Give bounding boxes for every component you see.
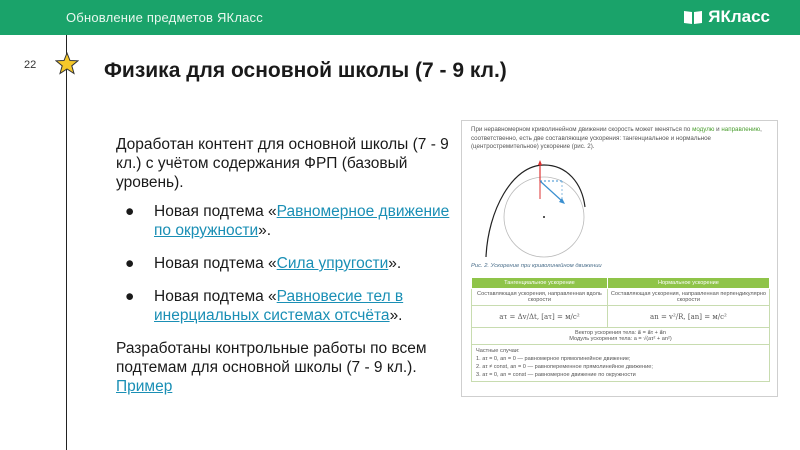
link-ravnovesie-tel[interactable]: Равновесие тел в инерциальных системах отсчёта (154, 288, 404, 324)
bullet-icon: ● (125, 255, 135, 272)
lesson-screenshot (461, 120, 778, 397)
intro-paragraph: Доработан контент для основной школы (7 - 9 кл.) с учётом содержания ФРП (базовый уровень). (116, 136, 449, 191)
top-bar (0, 0, 800, 35)
link-ravnomernoe-dvizhenie[interactable]: Равномерное движение по окружности (154, 203, 450, 239)
bullet-icon: ● (125, 288, 135, 305)
timeline-line (66, 35, 67, 450)
main-content (116, 135, 458, 406)
page-number: 22 (24, 59, 37, 71)
item-suffix: ». (258, 222, 272, 239)
star-icon (55, 52, 79, 75)
item-suffix: ». (389, 307, 403, 324)
acceleration-diagram (482, 151, 592, 259)
item-prefix: Новая подтема « (154, 288, 277, 305)
screenshot-intro-text: При неравномерном криволинейном движении скорость может меняться по модулю и направлению, соответственно, есть две составляющие ускорения: тангенциальное и нормальное (центростремительное) ускорение (рис. 2). (471, 126, 762, 150)
list-item (116, 202, 458, 240)
example-link[interactable]: Пример (116, 378, 173, 395)
table-cell: Составляющая ускорения, направленная вдоль скорости (472, 289, 608, 306)
table-cell: Составляющая ускорения, направленная перпендикулярно скорости (607, 289, 769, 306)
table-cell: aτ = Δv/Δt, [aτ] = м/с² (472, 306, 608, 328)
book-icon (683, 9, 703, 25)
list-item (116, 254, 458, 273)
page-title: Физика для основной школы (7 - 9 кл.) (104, 59, 507, 82)
table-cell: Вектор ускорения тела: a⃗ = a⃗τ + a⃗n Модуль ускорения тела: a = √(aτ² + an²) (472, 328, 770, 345)
link-sila-uprugosti[interactable]: Сила упругости (276, 255, 389, 272)
logo-text: ЯКласс (708, 7, 770, 26)
table-cell: an = v²/R, [an] = м/с² (607, 306, 769, 328)
subtopic-list (116, 202, 458, 325)
table-header: Тангенциальное ускорение (472, 278, 608, 289)
figure-caption: Рис. 2. Ускорение при криволинейном движении (471, 263, 602, 269)
list-item (116, 287, 458, 325)
yaklass-logo (683, 7, 770, 27)
bullet-icon: ● (125, 203, 135, 220)
item-suffix: ». (388, 255, 402, 272)
table-header: Нормальное ускорение (607, 278, 769, 289)
table-cell: Частные случаи: 1. aτ = 0, an = 0 — равномерное прямолинейное движение; 2. aτ ≠ const, an = 0 — равнопеременное прямолинейное движение; 3. aτ = 0, an = const — равномерное движение по окружности (472, 345, 770, 382)
presentation-title: Обновление предметов ЯКласс (66, 10, 263, 25)
item-prefix: Новая подтема « (154, 255, 277, 272)
outro-text: Разработаны контрольные работы по всем подтемам для основной школы (7 - 9 кл.). (116, 340, 427, 376)
acceleration-table (471, 277, 770, 382)
item-prefix: Новая подтема « (154, 203, 277, 220)
outro-paragraph (116, 339, 458, 396)
